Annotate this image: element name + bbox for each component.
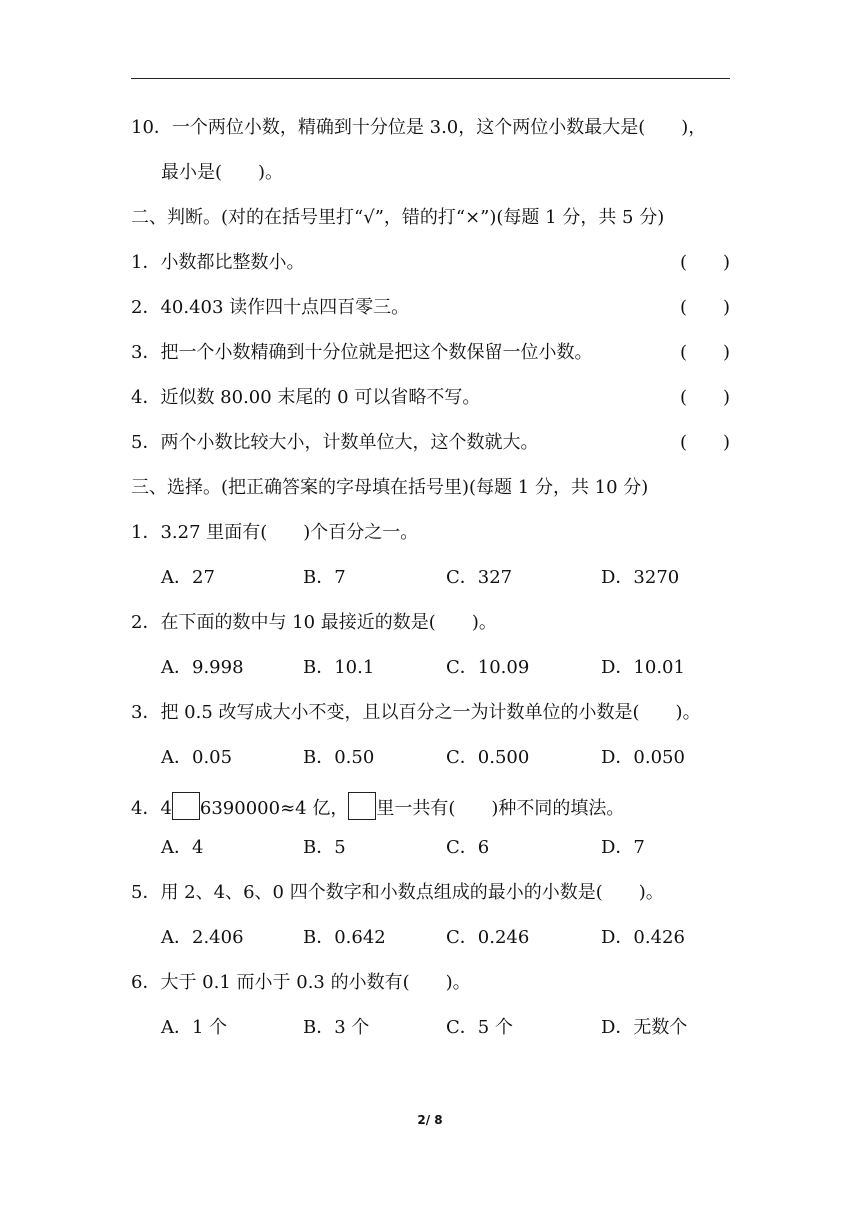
section2-heading: 二、判断。(对的在括号里打“√”，错的打“×”)(每题 1 分，共 5 分) [131, 207, 665, 228]
judge-item-5-paren: ( ) [680, 432, 731, 453]
choice-4-stem-part-a: 4．4 [131, 798, 172, 819]
choice-3-option-a: A．0.05 [161, 747, 233, 768]
judge-item-4: 4．近似数 80.00 末尾的 0 可以省略不写。 [131, 387, 481, 408]
page-number: 2/ 8 [417, 1113, 443, 1127]
blank-box [172, 792, 200, 820]
choice-6-option-d: D．无数个 [601, 1017, 688, 1038]
judge-item-1-paren: ( ) [680, 252, 731, 273]
choice-question-1: 1．3.27 里面有( )个百分之一。 [131, 522, 419, 543]
choice-question-5: 5．用 2、4、6、0 四个数字和小数点组成的最小的小数是( )。 [131, 882, 664, 903]
choice-1-option-a: A．27 [161, 567, 215, 588]
choice-4-option-c: C．6 [446, 837, 490, 858]
choice-6-option-c: C．5 个 [446, 1017, 513, 1038]
choice-1-option-d: D．3270 [601, 567, 680, 588]
choice-question-3: 3．把 0.5 改写成大小不变，且以百分之一为计数单位的小数是( )。 [131, 702, 701, 723]
choice-6-option-a: A．1 个 [161, 1017, 228, 1038]
choice-4-option-d: D．7 [601, 837, 645, 858]
judge-item-1: 1．小数都比整数小。 [131, 252, 305, 273]
choice-2-option-a: A．9.998 [161, 657, 244, 678]
choice-3-option-d: D．0.050 [601, 747, 685, 768]
judge-item-4-paren: ( ) [680, 387, 731, 408]
header-rule [131, 78, 730, 79]
choice-2-option-b: B．10.1 [303, 657, 375, 678]
judge-item-3: 3．把一个小数精确到十分位就是把这个数保留一位小数。 [131, 342, 593, 363]
choice-6-option-b: B．3 个 [303, 1017, 370, 1038]
choice-5-option-a: A．2.406 [161, 927, 244, 948]
judge-item-2-paren: ( ) [680, 297, 731, 318]
choice-4-stem-part-c: 里一共有( )种不同的填法。 [376, 798, 625, 819]
choice-5-option-b: B．0.642 [303, 927, 386, 948]
choice-4-option-a: A．4 [161, 837, 204, 858]
judge-item-3-paren: ( ) [680, 342, 731, 363]
choice-5-option-c: C．0.246 [446, 927, 530, 948]
section3-heading: 三、选择。(把正确答案的字母填在括号里)(每题 1 分，共 10 分) [131, 477, 649, 498]
question-10-line1: 10．一个两位小数，精确到十分位是 3.0，这个两位小数最大是( )， [131, 117, 707, 138]
question-10-line2: 最小是( )。 [161, 162, 284, 183]
judge-item-5: 5．两个小数比较大小，计数单位大，这个数就大。 [131, 432, 539, 453]
choice-3-option-c: C．0.500 [446, 747, 530, 768]
choice-5-option-d: D．0.426 [601, 927, 685, 948]
choice-1-option-c: C．327 [446, 567, 513, 588]
choice-2-option-c: C．10.09 [446, 657, 530, 678]
choice-2-option-d: D．10.01 [601, 657, 685, 678]
judge-item-2: 2．40.403 读作四十点四百零三。 [131, 297, 410, 318]
choice-1-option-b: B．7 [303, 567, 346, 588]
choice-4-stem-part-b: 6390000≈4 亿， [199, 798, 349, 819]
choice-3-option-b: B．0.50 [303, 747, 375, 768]
blank-box [348, 792, 376, 820]
choice-4-option-b: B．5 [303, 837, 346, 858]
choice-question-2: 2．在下面的数中与 10 最接近的数是( )。 [131, 612, 497, 633]
choice-question-6: 6．大于 0.1 而小于 0.3 的小数有( )。 [131, 972, 471, 993]
choice-question-4 [131, 792, 624, 820]
